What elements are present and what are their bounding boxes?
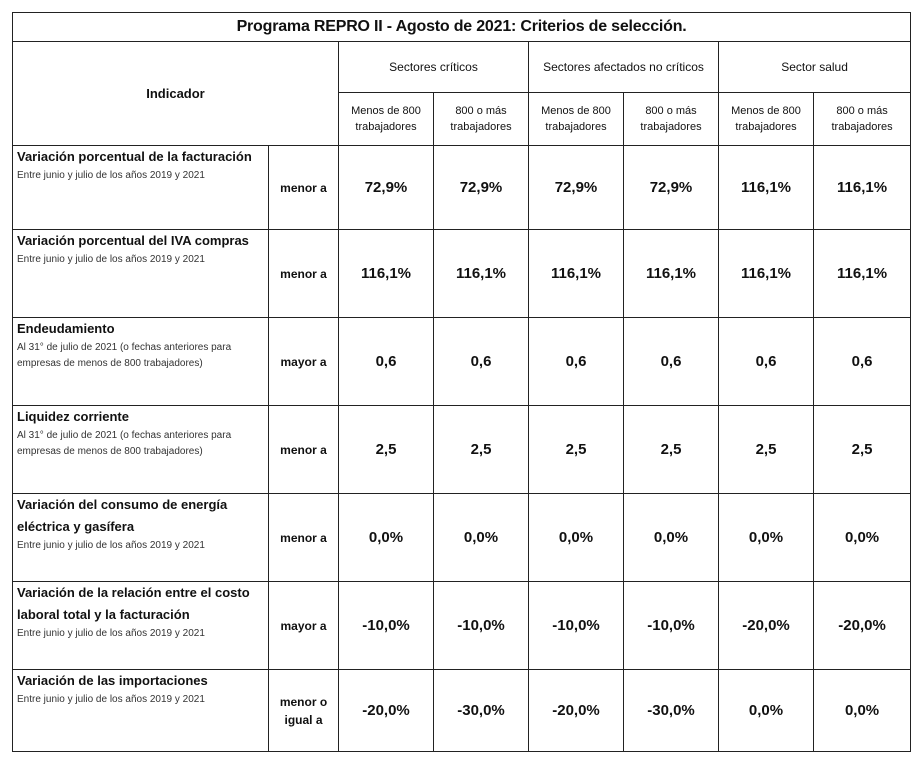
value-cell: 0,0%	[339, 494, 434, 582]
value-cell: -10,0%	[529, 582, 624, 670]
value-cell: 116,1%	[529, 230, 624, 318]
indicator-cell	[13, 318, 269, 406]
indicator-subtitle: Al 31° de julio de 2021 (o fechas anteriores para empresas de menos de 800 trabajadores)	[17, 342, 232, 369]
indicator-cell	[13, 670, 269, 752]
value-cell: 2,5	[624, 406, 719, 494]
value-cell: 0,6	[624, 318, 719, 406]
group-header-sectores-afectados: Sectores afectados no críticos	[529, 42, 719, 93]
subheader-afectados-menos-800: Menos de 800 trabajadores	[529, 93, 624, 146]
value-cell: -20,0%	[529, 670, 624, 752]
value-cell: 0,0%	[719, 494, 814, 582]
value-cell: 0,6	[339, 318, 434, 406]
table-row	[13, 582, 911, 670]
indicator-title: Variación porcentual de la facturación	[17, 149, 252, 164]
indicator-subtitle: Entre junio y julio de los años 2019 y 2021	[17, 254, 205, 265]
value-cell: -10,0%	[624, 582, 719, 670]
value-cell: -10,0%	[339, 582, 434, 670]
indicator-title: Endeudamiento	[17, 321, 115, 336]
comparator-cell: menor a	[269, 494, 339, 582]
group-header-sectores-criticos: Sectores críticos	[339, 42, 529, 93]
subheader-afectados-800-mas: 800 o más trabajadores	[624, 93, 719, 146]
value-cell: 116,1%	[814, 230, 911, 318]
value-cell: -20,0%	[814, 582, 911, 670]
indicator-title: Liquidez corriente	[17, 409, 129, 424]
criteria-table-container	[12, 12, 910, 752]
subheader-salud-menos-800: Menos de 800 trabajadores	[719, 93, 814, 146]
value-cell: 0,6	[719, 318, 814, 406]
value-cell: 0,0%	[719, 670, 814, 752]
indicator-title: Variación de la relación entre el costo laboral total y la facturación	[17, 585, 250, 622]
value-cell: 2,5	[529, 406, 624, 494]
value-cell: 0,6	[434, 318, 529, 406]
indicator-cell	[13, 230, 269, 318]
value-cell: 0,0%	[529, 494, 624, 582]
indicator-subtitle: Entre junio y julio de los años 2019 y 2021	[17, 628, 205, 639]
value-cell: -30,0%	[434, 670, 529, 752]
value-cell: 0,0%	[814, 494, 911, 582]
criteria-table	[12, 12, 911, 752]
comparator-cell: menor o igual a	[269, 670, 339, 752]
table-row	[13, 146, 911, 230]
indicator-subtitle: Entre junio y julio de los años 2019 y 2021	[17, 540, 205, 551]
indicator-subtitle: Al 31° de julio de 2021 (o fechas anteriores para empresas de menos de 800 trabajadores)	[17, 430, 232, 457]
value-cell: 116,1%	[719, 146, 814, 230]
indicator-cell	[13, 406, 269, 494]
table-row	[13, 494, 911, 582]
value-cell: 0,0%	[624, 494, 719, 582]
table-row	[13, 406, 911, 494]
indicator-cell	[13, 146, 269, 230]
table-row	[13, 230, 911, 318]
value-cell: 2,5	[814, 406, 911, 494]
indicator-title: Variación de las importaciones	[17, 673, 208, 688]
value-cell: -30,0%	[624, 670, 719, 752]
value-cell: 2,5	[339, 406, 434, 494]
indicator-title: Variación del consumo de energía eléctrica y gasífera	[17, 497, 228, 534]
value-cell: 72,9%	[339, 146, 434, 230]
value-cell: 0,0%	[434, 494, 529, 582]
table-row	[13, 318, 911, 406]
value-cell: 116,1%	[719, 230, 814, 318]
indicator-cell	[13, 494, 269, 582]
subheader-salud-800-mas: 800 o más trabajadores	[814, 93, 911, 146]
subheader-criticos-menos-800: Menos de 800 trabajadores	[339, 93, 434, 146]
value-cell: 2,5	[434, 406, 529, 494]
value-cell: 72,9%	[624, 146, 719, 230]
value-cell: 72,9%	[529, 146, 624, 230]
value-cell: 116,1%	[434, 230, 529, 318]
comparator-cell: menor a	[269, 406, 339, 494]
group-header-sector-salud: Sector salud	[719, 42, 911, 93]
value-cell: 0,6	[529, 318, 624, 406]
indicador-header: Indicador	[13, 42, 339, 146]
value-cell: 116,1%	[814, 146, 911, 230]
value-cell: -10,0%	[434, 582, 529, 670]
table-row	[13, 670, 911, 752]
value-cell: 116,1%	[339, 230, 434, 318]
value-cell: 0,6	[814, 318, 911, 406]
subheader-criticos-800-mas: 800 o más trabajadores	[434, 93, 529, 146]
value-cell: 2,5	[719, 406, 814, 494]
comparator-cell: mayor a	[269, 582, 339, 670]
comparator-cell: menor a	[269, 146, 339, 230]
value-cell: -20,0%	[339, 670, 434, 752]
indicator-cell	[13, 582, 269, 670]
value-cell: -20,0%	[719, 582, 814, 670]
value-cell: 116,1%	[624, 230, 719, 318]
comparator-cell: mayor a	[269, 318, 339, 406]
indicator-title: Variación porcentual del IVA compras	[17, 233, 249, 248]
indicator-subtitle: Entre junio y julio de los años 2019 y 2021	[17, 694, 205, 705]
indicator-subtitle: Entre junio y julio de los años 2019 y 2021	[17, 170, 205, 181]
table-title: Programa REPRO II - Agosto de 2021: Criterios de selección.	[13, 13, 911, 42]
value-cell: 0,0%	[814, 670, 911, 752]
value-cell: 72,9%	[434, 146, 529, 230]
comparator-cell: menor a	[269, 230, 339, 318]
